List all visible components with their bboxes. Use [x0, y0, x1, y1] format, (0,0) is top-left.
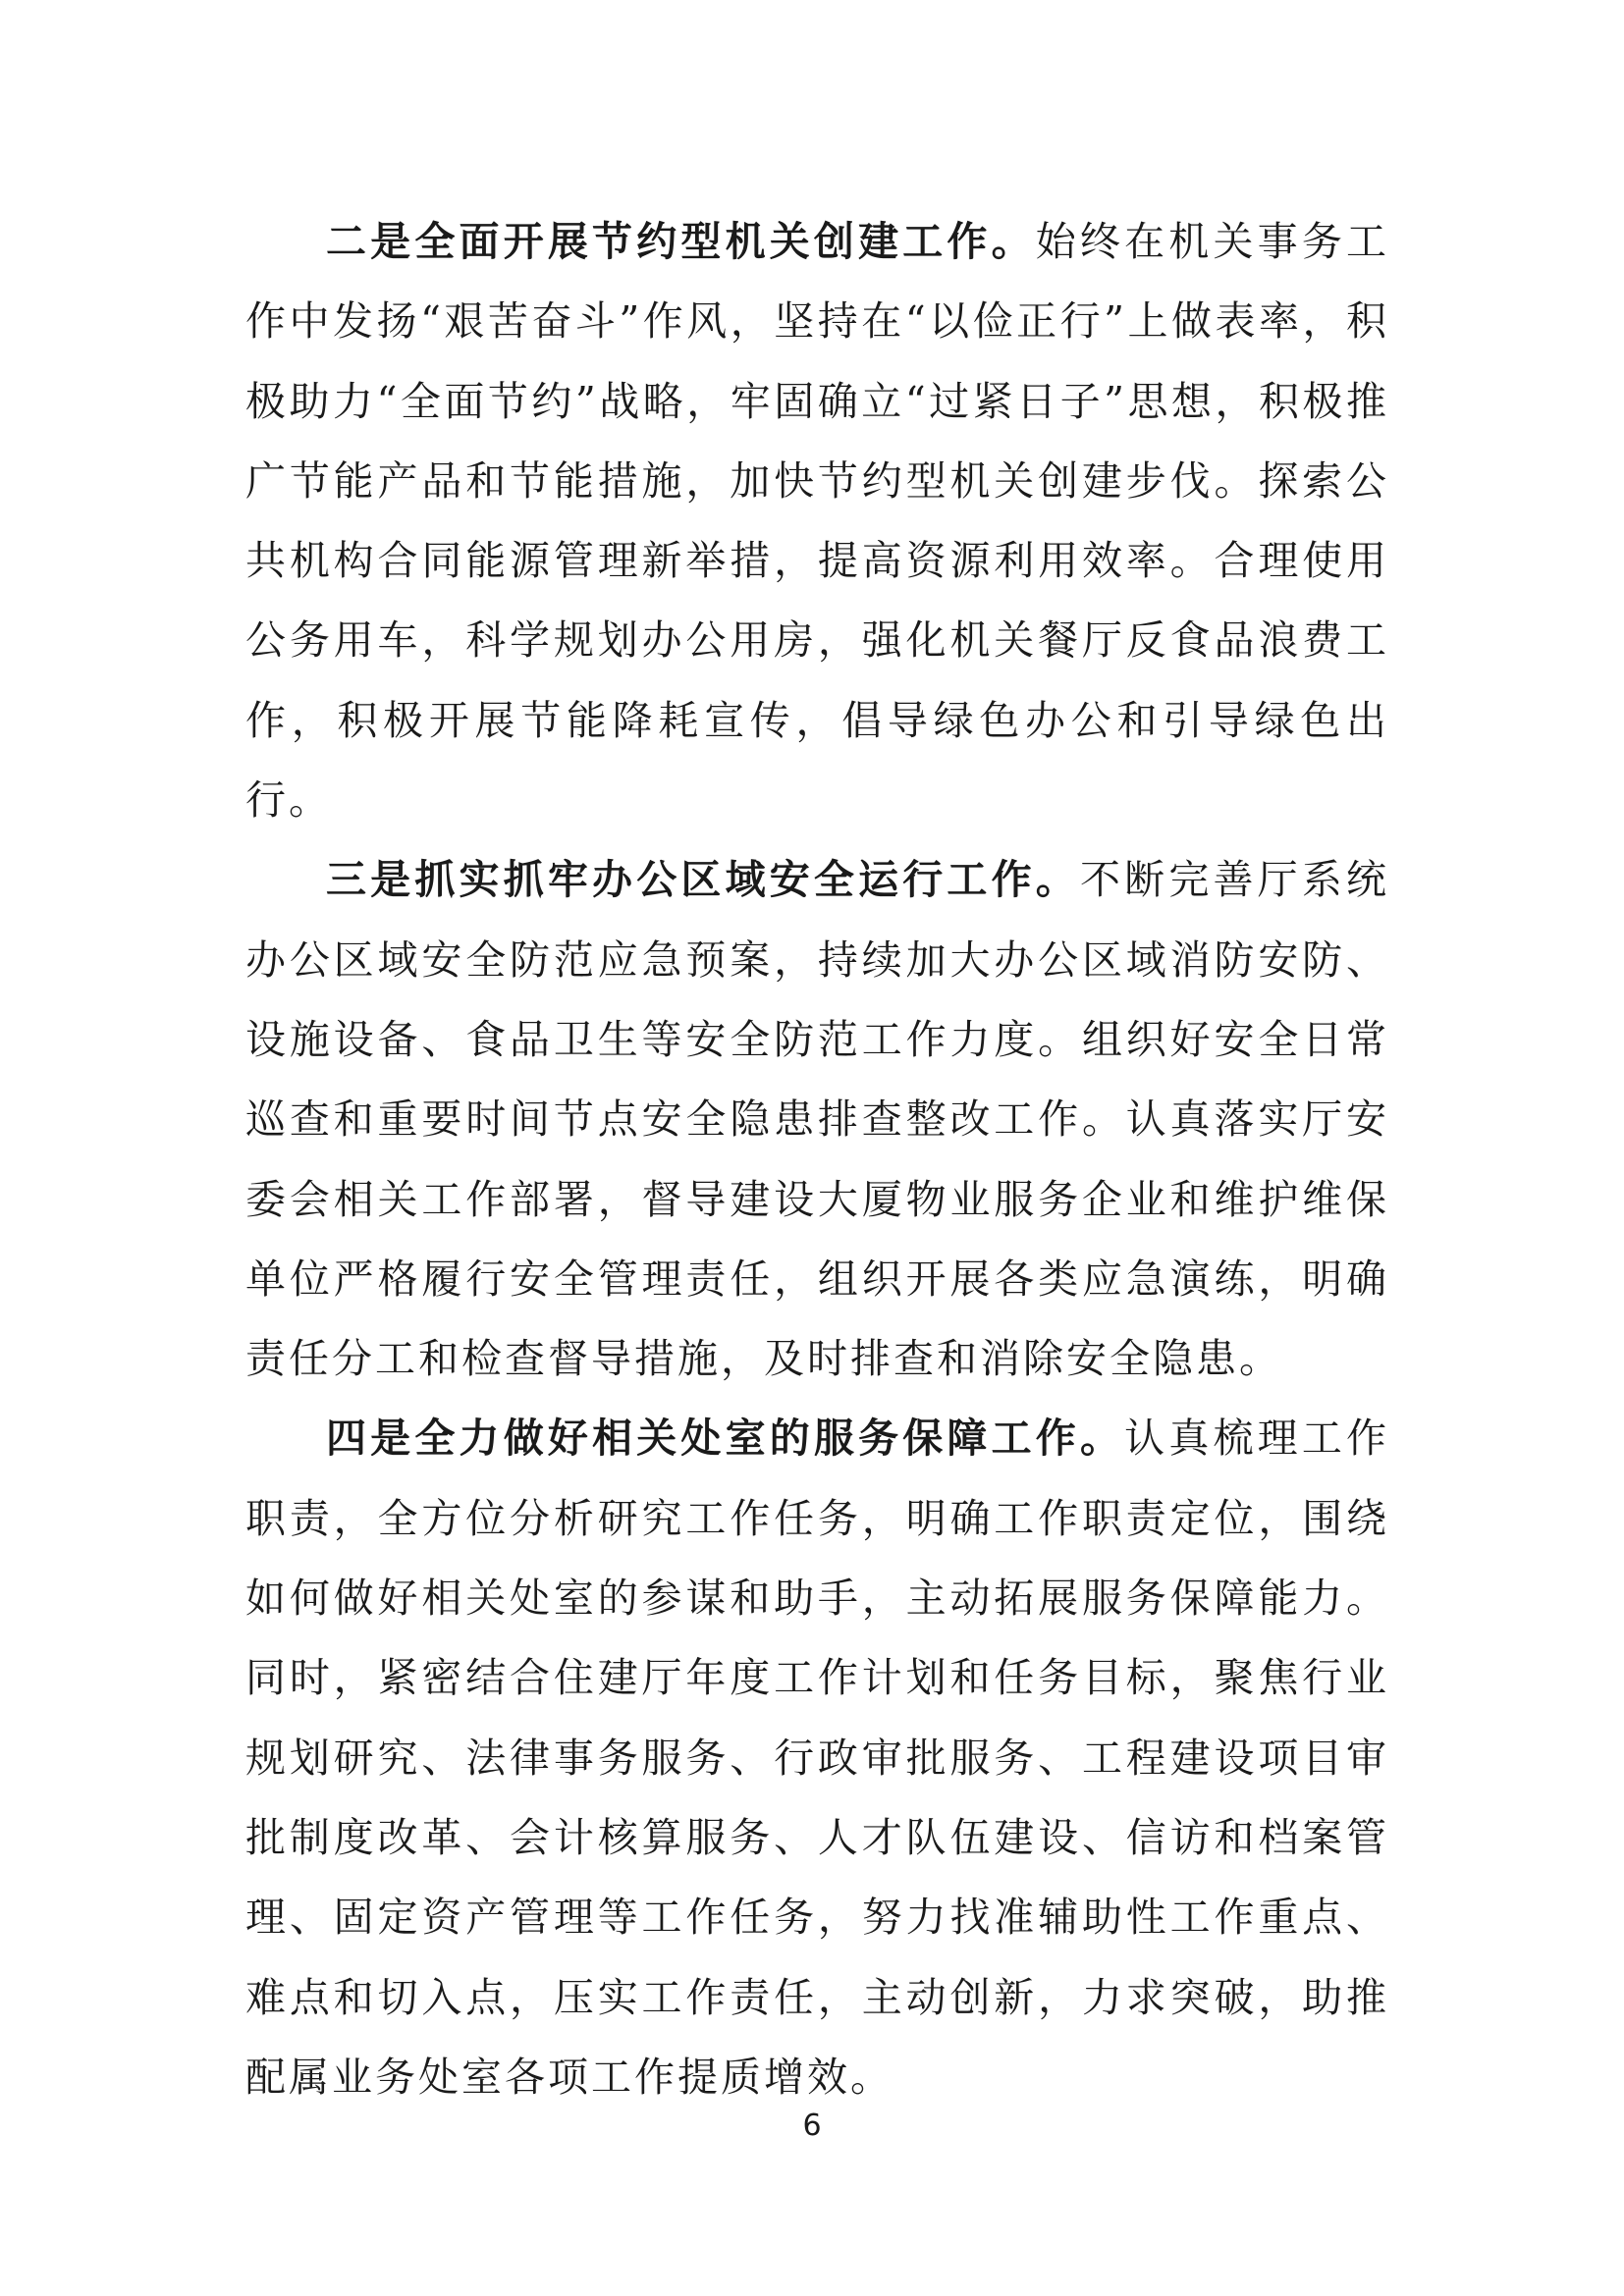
paragraph-text: 不断完善厅系统办公区域安全防范应急预案，持续加大办公区域消防安防、设施设备、食品卫生等安全防范工作力度。组织好安全日常巡查和重要时间节点安全隐患排查整改工作。认真落实厅安委会相关工作部署，督导建设大厦物业服务企业和维护维保单位严格履行安全管理责任，组织开展各类应急演练，明确责任分工和检查督导措施，及时排查和消除安全隐患。 [245, 856, 1390, 1383]
paragraph-office-safety [245, 840, 1389, 1399]
paragraph-energy-saving [245, 202, 1389, 840]
paragraph-text: 始终在机关事务工作中发扬“艰苦奋斗”作风，坚持在“以俭正行”上做表率，积极助力“全面节约”战略，牢固确立“过紧日子”思想，积极推广节能产品和节能措施，加快节约型机关创建步伐。探索公共机构合同能源管理新举措，提高资源利用效率。合理使用公务用车，科学规划办公用房，强化机关餐厅反食品浪费工作，积极开展节能降耗宣传，倡导绿色办公和引导绿色出行。 [245, 218, 1389, 825]
paragraph-lead: 二是全面开展节约型机关创建工作。 [326, 218, 1036, 265]
paragraph-lead: 四是全力做好相关处室的服务保障工作。 [326, 1415, 1125, 1463]
paragraph-lead: 三是抓实抓牢办公区域安全运行工作。 [326, 856, 1080, 904]
paragraph-text: 认真梳理工作职责，全方位分析研究工作任务，明确工作职责定位，围绕如何做好相关处室的参谋和助手，主动拓展服务保障能力。同时，紧密结合住建厅年度工作计划和任务目标，聚焦行业规划研究、法律事务服务、行政审批服务、工程建设项目审批制度改革、会计核算服务、人才队伍建设、信访和档案管理、固定资产管理等工作任务，努力找准辅助性工作重点、难点和切入点，压实工作责任，主动创新，力求突破，助推配属业务处室各项工作提质增效。 [245, 1415, 1390, 2101]
body-text [245, 202, 1389, 2117]
page-number: 6 [802, 2109, 822, 2143]
paragraph-service-support [245, 1399, 1389, 2117]
